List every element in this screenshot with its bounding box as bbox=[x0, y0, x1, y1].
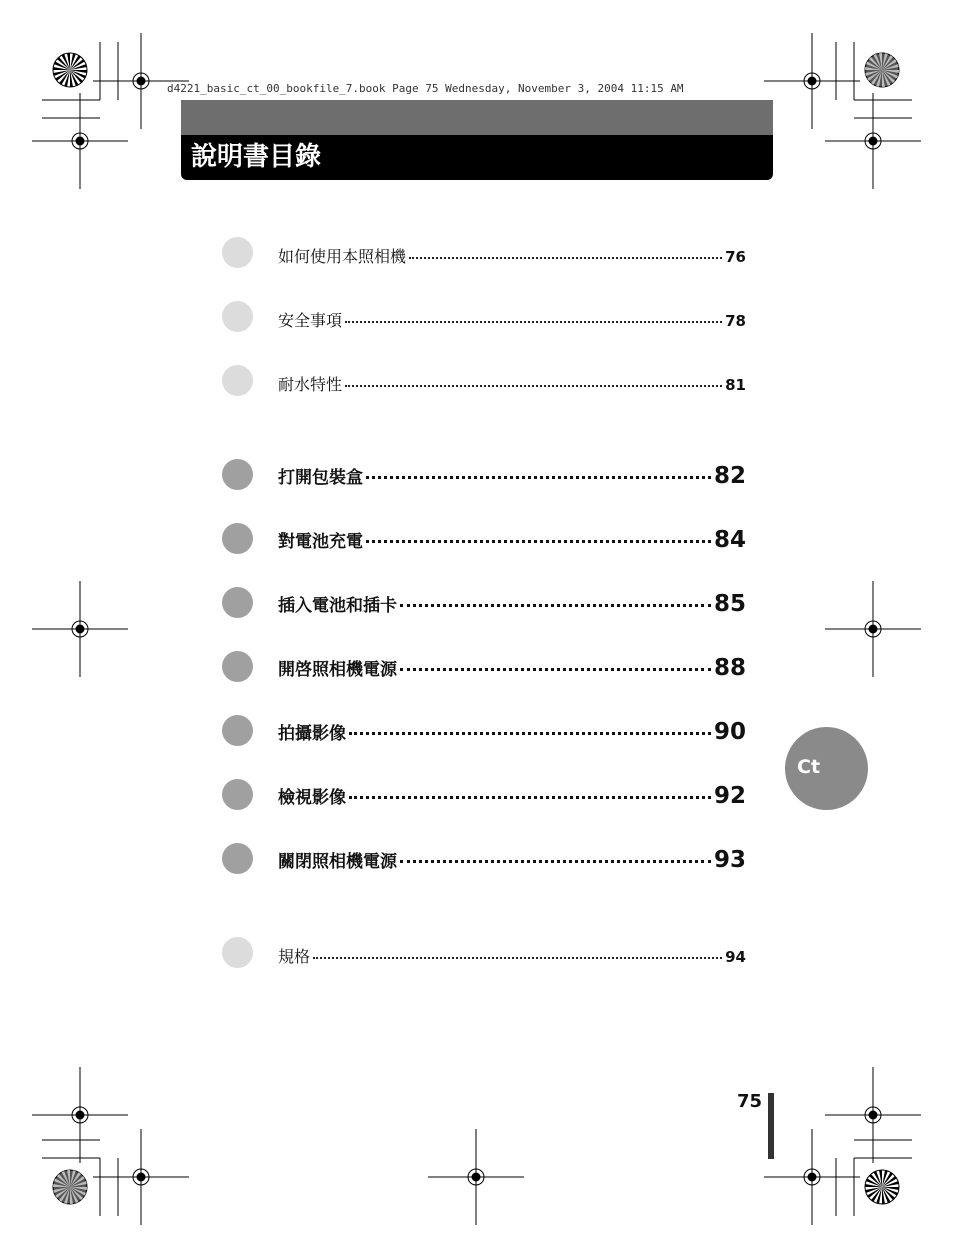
dot-leader bbox=[366, 540, 711, 543]
toc-entry-page: 78 bbox=[725, 312, 746, 330]
toc-entry[interactable] bbox=[222, 715, 746, 747]
registration-target bbox=[825, 581, 921, 677]
registration-target bbox=[825, 93, 921, 189]
bullet-circle bbox=[222, 523, 253, 554]
starburst-mark bbox=[865, 53, 899, 87]
language-tab bbox=[785, 727, 868, 810]
dot-leader bbox=[313, 957, 722, 959]
toc-entry-label: 耐水特性 bbox=[278, 375, 343, 394]
registration-target bbox=[32, 581, 128, 677]
registration-target bbox=[32, 93, 128, 189]
toc-entry-label: 如何使用本照相機 bbox=[278, 247, 407, 266]
section-header bbox=[181, 100, 773, 180]
dot-leader bbox=[409, 257, 722, 259]
bullet-circle bbox=[222, 365, 253, 396]
toc-entry-label: 插入電池和插卡 bbox=[278, 596, 397, 616]
dot-leader bbox=[345, 321, 722, 323]
toc-entry-page: 81 bbox=[725, 376, 746, 394]
bullet-circle bbox=[222, 237, 253, 268]
toc-entry-label: 關閉照相機電源 bbox=[278, 852, 397, 872]
page-number: 75 bbox=[737, 1091, 763, 1112]
toc-entry-page: 84 bbox=[713, 527, 746, 553]
registration-target bbox=[825, 1067, 921, 1163]
starburst-mark bbox=[53, 1170, 87, 1204]
bullet-circle bbox=[222, 715, 253, 746]
dot-leader bbox=[400, 860, 711, 863]
registration-target bbox=[93, 33, 189, 129]
registration-target bbox=[32, 1067, 128, 1163]
language-tab-label: Ct bbox=[797, 756, 821, 778]
dot-leader bbox=[349, 796, 711, 799]
page-title: 說明書目錄 bbox=[191, 142, 322, 172]
registration-target bbox=[764, 33, 860, 129]
bullet-circle bbox=[222, 651, 253, 682]
dot-leader bbox=[400, 604, 711, 607]
toc-entry-page: 76 bbox=[725, 248, 746, 266]
toc-entry[interactable] bbox=[222, 937, 746, 969]
toc-entry[interactable] bbox=[222, 365, 746, 397]
toc-entry-page: 93 bbox=[713, 847, 746, 873]
bullet-circle bbox=[222, 587, 253, 618]
dot-leader bbox=[349, 732, 711, 735]
toc-entry-page: 82 bbox=[713, 463, 746, 489]
bullet-circle bbox=[222, 301, 253, 332]
dot-leader bbox=[345, 385, 722, 387]
bullet-circle bbox=[222, 843, 253, 874]
header-grey-band bbox=[181, 100, 773, 135]
toc-entry-page: 94 bbox=[725, 948, 746, 966]
registration-target bbox=[428, 1129, 524, 1225]
bullet-circle bbox=[222, 459, 253, 490]
toc-entry[interactable] bbox=[222, 301, 746, 333]
toc-entry-page: 90 bbox=[713, 719, 746, 745]
dot-leader bbox=[366, 476, 711, 479]
toc-entry-label: 安全事項 bbox=[278, 311, 343, 330]
toc-entry-label: 拍攝影像 bbox=[278, 724, 346, 744]
toc-entry[interactable] bbox=[222, 523, 746, 555]
bullet-circle bbox=[222, 937, 253, 968]
toc-entry-page: 92 bbox=[713, 783, 746, 809]
toc-entry[interactable] bbox=[222, 459, 746, 491]
dot-leader bbox=[400, 668, 711, 671]
starburst-mark bbox=[865, 1170, 899, 1204]
toc-entry[interactable] bbox=[222, 651, 746, 683]
toc-entry-label: 對電池充電 bbox=[278, 532, 363, 552]
print-slug-line: d4221_basic_ct_00_bookfile_7.book Page 75 Wednesday, November 3, 2004 11:15 AM bbox=[167, 82, 684, 95]
toc-entry[interactable] bbox=[222, 779, 746, 811]
toc-entry-label: 檢視影像 bbox=[278, 788, 346, 808]
toc-entry[interactable] bbox=[222, 237, 746, 269]
bullet-circle bbox=[222, 779, 253, 810]
page-number-bar bbox=[768, 1093, 774, 1159]
toc-entry[interactable] bbox=[222, 587, 746, 619]
starburst-mark bbox=[53, 53, 87, 87]
registration-target bbox=[93, 1129, 189, 1225]
registration-target bbox=[764, 1129, 860, 1225]
toc-entry-label: 打開包裝盒 bbox=[278, 468, 363, 488]
toc-entry-page: 88 bbox=[713, 655, 746, 681]
toc-entry-page: 85 bbox=[713, 591, 746, 617]
toc-entry-label: 規格 bbox=[278, 947, 311, 966]
toc-entry-label: 開啓照相機電源 bbox=[278, 660, 397, 680]
toc-entry[interactable] bbox=[222, 843, 746, 875]
